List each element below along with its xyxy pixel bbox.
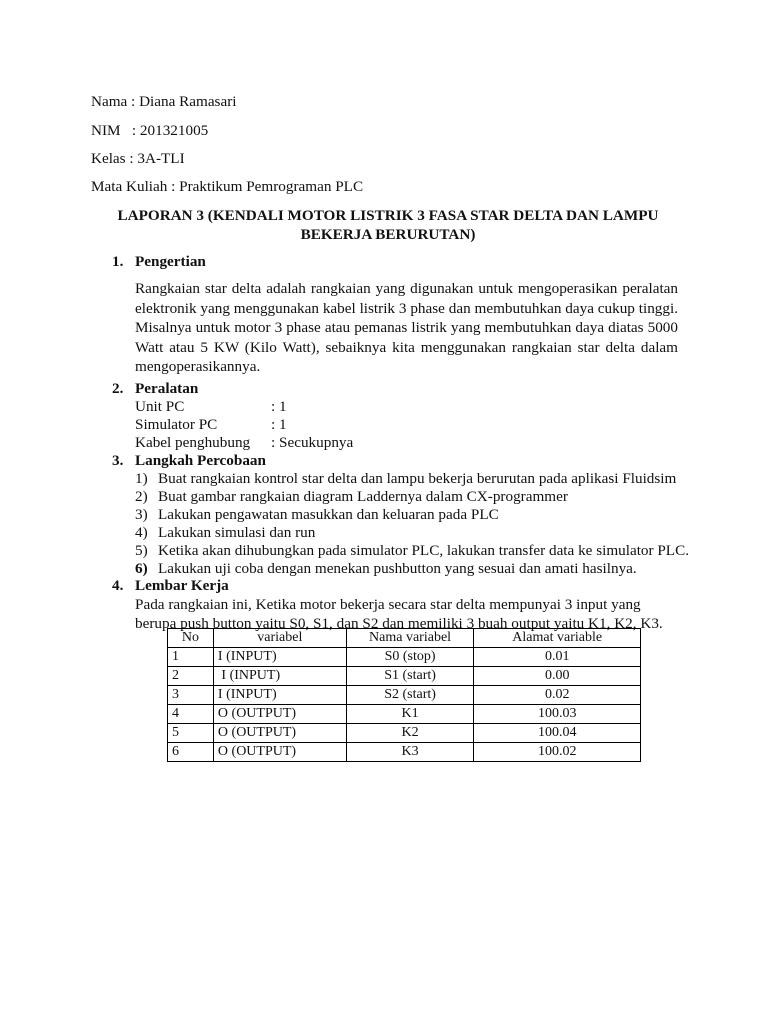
step-number: 1) [135, 470, 148, 487]
cell-nama-variabel: S1 (start) [346, 667, 474, 686]
step-text: Ketika akan dihubungkan pada simulator PLC, lakukan transfer data ke simulator PLC. [158, 542, 690, 559]
equipment-row [135, 416, 287, 434]
cell-nama-variabel: K2 [346, 724, 474, 743]
cell-variabel: O (OUTPUT) [213, 743, 346, 762]
student-class: Kelas : 3A-TLI [91, 150, 185, 167]
section-4-heading: Lembar Kerja [135, 577, 229, 594]
cell-alamat: 100.02 [474, 743, 641, 762]
cell-variabel: O (OUTPUT) [213, 705, 346, 724]
table-row [168, 724, 641, 743]
procedure-step [135, 524, 315, 542]
cell-no: 3 [168, 686, 214, 705]
header-variabel: variabel [213, 629, 346, 648]
pengertian-paragraph: Rangkaian star delta adalah rangkaian yang digunakan untuk mengoperasikan peralatan elektronik yang menggunakan kabel listrik 3 phase dan membutuhkan daya cukup tinggi. Misalnya untuk motor 3 phase atau pemanas listrik yang membutuhkan daya diatas 5000 Watt atau 5 KW (Kilo Watt), sebaiknya kita menggunakan rangkaian star delta dalam mengoperasikannya. [135, 280, 678, 376]
table-row [168, 743, 641, 762]
section-1-heading: Pengertian [135, 253, 206, 270]
header-alamat-variable: Alamat variable [474, 629, 641, 648]
section-4-number: 4. [112, 577, 124, 594]
procedure-step [135, 506, 499, 524]
cell-variabel: O (OUTPUT) [213, 724, 346, 743]
table-row [168, 648, 641, 667]
equipment-row [135, 398, 287, 416]
step-text: Lakukan uji coba dengan menekan pushbutton yang sesuai dan amati hasilnya. [158, 560, 637, 577]
header-nama-variabel: Nama variabel [346, 629, 474, 648]
procedure-step [135, 488, 568, 506]
cell-no: 6 [168, 743, 214, 762]
cell-variabel: I (INPUT) [213, 648, 346, 667]
equipment-name: Unit PC [135, 398, 185, 415]
cell-nama-variabel: S2 (start) [346, 686, 474, 705]
cell-alamat: 100.03 [474, 705, 641, 724]
cell-no: 5 [168, 724, 214, 743]
section-2-heading: Peralatan [135, 380, 199, 397]
table-header-row [168, 629, 641, 648]
section-3-heading: Langkah Percobaan [135, 452, 266, 469]
equipment-qty: : 1 [271, 398, 287, 415]
course-name: Mata Kuliah : Praktikum Pemrograman PLC [91, 178, 364, 195]
cell-nama-variabel: K1 [346, 705, 474, 724]
report-title: LAPORAN 3 (KENDALI MOTOR LISTRIK 3 FASA STAR DELTA DAN LAMPU BEKERJA BERURUTAN) [117, 207, 659, 243]
step-text: Lakukan simulasi dan run [158, 524, 316, 541]
cell-alamat: 100.04 [474, 724, 641, 743]
cell-variabel: I (INPUT) [213, 667, 346, 686]
variable-table [167, 628, 641, 762]
section-1-number: 1. [112, 253, 124, 270]
table-row [168, 667, 641, 686]
procedure-step [135, 560, 637, 578]
section-2-number: 2. [112, 380, 124, 397]
cell-variabel: I (INPUT) [213, 686, 346, 705]
equipment-name: Kabel penghubung [135, 434, 251, 451]
step-text: Lakukan pengawatan masukkan dan keluaran pada PLC [158, 506, 499, 523]
table-row [168, 705, 641, 724]
cell-no: 1 [168, 648, 214, 667]
cell-nama-variabel: K3 [346, 743, 474, 762]
student-nim: NIM : 201321005 [91, 122, 209, 139]
step-number: 5) [135, 542, 148, 559]
cell-alamat: 0.00 [474, 667, 641, 686]
cell-no: 2 [168, 667, 214, 686]
header-no: No [168, 629, 214, 648]
equipment-qty: : 1 [271, 416, 287, 433]
worksheet-paragraph: Pada rangkaian ini, Ketika motor bekerja secara star delta mempunyai 3 input yang berupa push button yaitu S0, S1, dan S2 dan memiliki 3 buah output yaitu K1, K2, K3. [135, 596, 663, 632]
step-number: 6) [135, 560, 148, 577]
step-text: Buat rangkaian kontrol star delta dan lampu bekerja berurutan pada aplikasi Fluidsim [158, 470, 677, 487]
table-row [168, 686, 641, 705]
cell-nama-variabel: S0 (stop) [346, 648, 474, 667]
equipment-name: Simulator PC [135, 416, 218, 433]
cell-alamat: 0.02 [474, 686, 641, 705]
equipment-qty: : Secukupnya [271, 434, 354, 451]
cell-alamat: 0.01 [474, 648, 641, 667]
step-number: 2) [135, 488, 148, 505]
procedure-step [135, 542, 689, 560]
procedure-step [135, 470, 676, 488]
step-text: Buat gambar rangkaian diagram Laddernya dalam CX-programmer [158, 488, 568, 505]
student-name: Nama : Diana Ramasari [91, 93, 237, 110]
step-number: 3) [135, 506, 148, 523]
cell-no: 4 [168, 705, 214, 724]
equipment-row [135, 434, 353, 452]
step-number: 4) [135, 524, 148, 541]
section-3-number: 3. [112, 452, 124, 469]
